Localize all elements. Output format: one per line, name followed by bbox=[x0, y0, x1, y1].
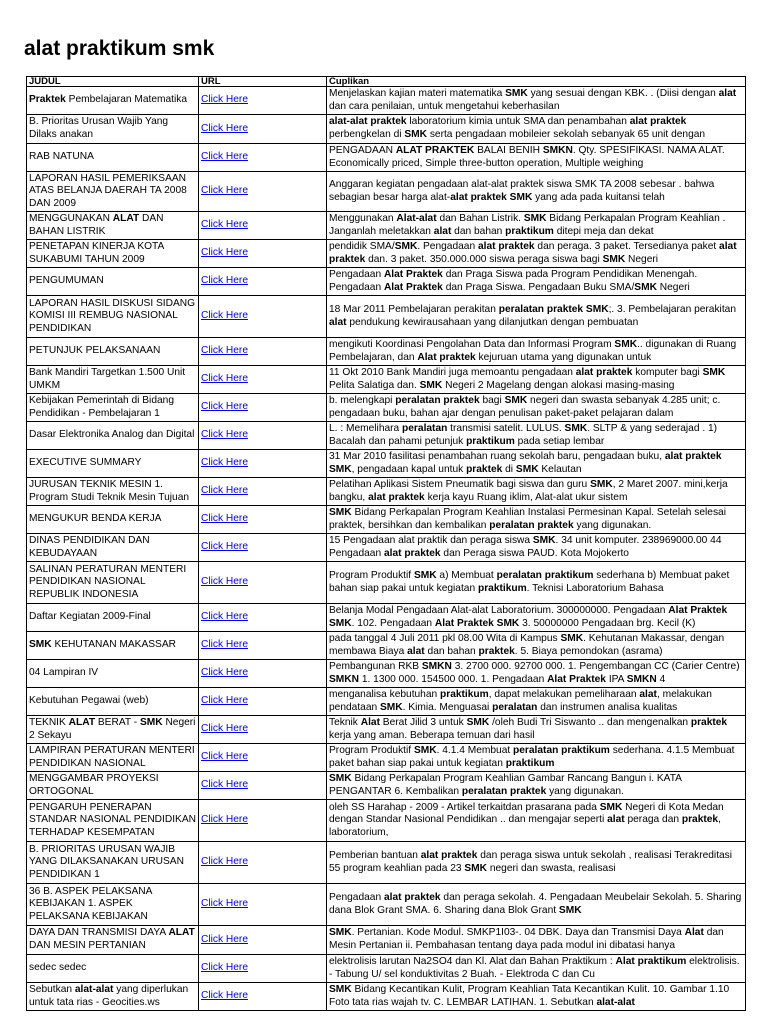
cell-cuplikan: 15 Pengadaan alat praktik dan peraga siswa SMK. 34 unit komputer. 238969000.00 44 Pengadaan alat praktek dan Peraga siswa PAUD. Kota Mojokerto bbox=[327, 534, 746, 562]
cell-cuplikan: b. melengkapi peralatan praktek bagi SMK negeri dan swasta sebanyak 4.285 unit; c. pengadaan buku, bahan ajar dengan penulisan paket-paket pelajaran dalam bbox=[327, 394, 746, 422]
cell-judul: MENGUKUR BENDA KERJA bbox=[27, 506, 199, 534]
cell-cuplikan: 31 Mar 2010 fasilitasi penambahan ruang sekolah baru, pengadaan buku, alat praktek SMK, pengadaan kapal untuk praktek di SMK Kelautan bbox=[327, 450, 746, 478]
cell-url bbox=[199, 338, 327, 366]
table-row bbox=[27, 478, 746, 506]
table-row bbox=[27, 884, 746, 926]
cell-url bbox=[199, 366, 327, 394]
click-here-link[interactable]: Click Here bbox=[201, 185, 248, 197]
cell-url bbox=[199, 604, 327, 632]
click-here-link[interactable]: Click Here bbox=[201, 151, 248, 163]
table-row bbox=[27, 366, 746, 394]
cell-judul: RAB NATUNA bbox=[27, 144, 199, 172]
cell-url bbox=[199, 884, 327, 926]
cell-cuplikan: Teknik Alat Berat Jilid 3 untuk SMK /oleh Budi Tri Siswanto .. dan mengenalkan praktek kerja yang aman. Beberapa temuan dari hasil bbox=[327, 716, 746, 744]
cell-url bbox=[199, 212, 327, 240]
table-row bbox=[27, 394, 746, 422]
table-row bbox=[27, 983, 746, 1011]
cell-cuplikan: mengikuti Koordinasi Pengolahan Data dan Informasi Program SMK.. digunakan di Ruang Pembelajaran, dan Alat praktek kejuruan utama yang digunakan untuk bbox=[327, 338, 746, 366]
click-here-link[interactable]: Click Here bbox=[201, 373, 248, 385]
cell-cuplikan: 18 Mar 2011 Pembelajaran perakitan peralatan praktek SMK;. 3. Pembelajaran perakitan alat pendukung kewirausahaan yang dilanjutkan dengan pembuatan bbox=[327, 296, 746, 338]
cell-cuplikan: pendidik SMA/SMK. Pengadaan alat praktek dan peraga. 3 paket. Tersedianya paket alat praktek dan. 3 paket. 350.000.000 siswa peraga siswa bagi SMK Negeri bbox=[327, 240, 746, 268]
click-here-link[interactable]: Click Here bbox=[201, 485, 248, 497]
cell-judul: EXECUTIVE SUMMARY bbox=[27, 450, 199, 478]
table-row bbox=[27, 115, 746, 144]
page-title: alat praktikum smk bbox=[24, 37, 215, 60]
click-here-link[interactable]: Click Here bbox=[201, 779, 248, 791]
cell-cuplikan: Menjelaskan kajian materi matematika SMK yang sesuai dengan KBK. . (Diisi dengan alat dan cara penilaian, untuk mengetahui keberhasilan bbox=[327, 87, 746, 115]
click-here-link[interactable]: Click Here bbox=[201, 513, 248, 525]
click-here-link[interactable]: Click Here bbox=[201, 310, 248, 322]
table-row bbox=[27, 716, 746, 744]
cell-url bbox=[199, 534, 327, 562]
click-here-link[interactable]: Click Here bbox=[201, 576, 248, 588]
cell-judul: PENGARUH PENERAPAN STANDAR NASIONAL PENDIDIKAN TERHADAP KESEMPATAN bbox=[27, 800, 199, 842]
cell-url bbox=[199, 144, 327, 172]
cell-cuplikan: Menggunakan Alat-alat dan Bahan Listrik. SMK Bidang Perkapalan Program Keahlian . Janganlah meletakkan alat dan bahan praktikum ditepi meja dan dekat bbox=[327, 212, 746, 240]
click-here-link[interactable]: Click Here bbox=[201, 856, 248, 868]
cell-cuplikan: L. : Memelihara peralatan transmisi satelit. LULUS. SMK. SLTP & yang sederajad . 1) Bacalah dan pahami petunjuk praktikum pada setiap lembar bbox=[327, 422, 746, 450]
click-here-link[interactable]: Click Here bbox=[201, 457, 248, 469]
results-table bbox=[26, 76, 746, 1011]
cell-judul: PENGUMUMAN bbox=[27, 268, 199, 296]
cell-url bbox=[199, 422, 327, 450]
table-row bbox=[27, 212, 746, 240]
cell-cuplikan: Pemberian bantuan alat praktek dan peraga siswa untuk sekolah , realisasi Terakreditasi 55 program keahlian pada 23 SMK negeri dan swasta, realisasi bbox=[327, 842, 746, 884]
cell-url bbox=[199, 926, 327, 955]
cell-judul: Kebutuhan Pegawai (web) bbox=[27, 688, 199, 716]
table-row bbox=[27, 772, 746, 800]
table-row bbox=[27, 632, 746, 660]
cell-url bbox=[199, 562, 327, 604]
cell-judul: MENGGUNAKAN ALAT DAN BAHAN LISTRIK bbox=[27, 212, 199, 240]
cell-judul: LAMPIRAN PERATURAN MENTERI PENDIDIKAN NASIONAL bbox=[27, 744, 199, 772]
table-row bbox=[27, 240, 746, 268]
click-here-link[interactable]: Click Here bbox=[201, 723, 248, 735]
header-judul: JUDUL bbox=[27, 77, 199, 87]
cell-url bbox=[199, 394, 327, 422]
cell-cuplikan: alat-alat praktek laboratorium kimia untuk SMA dan penambahan alat praktek perbengkelan di SMK serta pengadaan mobileier sekolah sebanyak 65 unit dengan bbox=[327, 115, 746, 144]
header-url: URL bbox=[199, 77, 327, 87]
cell-url bbox=[199, 800, 327, 842]
table-row bbox=[27, 450, 746, 478]
cell-cuplikan: 11 Okt 2010 Bank Mandiri juga memoantu pengadaan alat praktek komputer bagi SMK Pelita Salatiga dan. SMK Negeri 2 Magelang dengan alokasi masing-masing bbox=[327, 366, 746, 394]
table-row bbox=[27, 422, 746, 450]
click-here-link[interactable]: Click Here bbox=[201, 275, 248, 287]
cell-url bbox=[199, 240, 327, 268]
click-here-link[interactable]: Click Here bbox=[201, 667, 248, 679]
cell-judul: Praktek Pembelajaran Matematika bbox=[27, 87, 199, 115]
cell-url bbox=[199, 772, 327, 800]
table-row bbox=[27, 688, 746, 716]
cell-judul: Dasar Elektronika Analog dan Digital bbox=[27, 422, 199, 450]
cell-judul: LAPORAN HASIL DISKUSI SIDANG KOMISI III REMBUG NASIONAL PENDIDIKAN bbox=[27, 296, 199, 338]
click-here-link[interactable]: Click Here bbox=[201, 611, 248, 623]
table-row bbox=[27, 842, 746, 884]
click-here-link[interactable]: Click Here bbox=[201, 94, 248, 106]
table-row bbox=[27, 87, 746, 115]
table-row bbox=[27, 955, 746, 983]
cell-judul: LAPORAN HASIL PEMERIKSAAN ATAS BELANJA DAERAH TA 2008 DAN 2009 bbox=[27, 172, 199, 212]
table-row bbox=[27, 268, 746, 296]
cell-judul: DAYA DAN TRANSMISI DAYA ALAT DAN MESIN PERTANIAN bbox=[27, 926, 199, 955]
cell-url bbox=[199, 983, 327, 1011]
cell-judul: Daftar Kegiatan 2009-Final bbox=[27, 604, 199, 632]
cell-url bbox=[199, 744, 327, 772]
cell-cuplikan: Pengadaan alat praktek dan peraga sekolah. 4. Pengadaan Meubelair Sekolah. 5. Sharing dana Blok Grant SMA. 6. Sharing dana Blok Grant SMK bbox=[327, 884, 746, 926]
cell-judul: MENGGAMBAR PROYEKSI ORTOGONAL bbox=[27, 772, 199, 800]
cell-judul: Kebijakan Pemerintah di Bidang Pendidikan - Pembelajaran 1 bbox=[27, 394, 199, 422]
cell-judul: B. Prioritas Urusan Wajib Yang Dilaks anakan bbox=[27, 115, 199, 144]
table-row bbox=[27, 744, 746, 772]
cell-cuplikan: Belanja Modal Pengadaan Alat-alat Laboratorium. 300000000. Pengadaan Alat Praktek SMK. 102. Pengadaan Alat Praktek SMK 3. 50000000 Pengadaan brg. Kecil (K) bbox=[327, 604, 746, 632]
click-here-link[interactable]: Click Here bbox=[201, 751, 248, 763]
table-row bbox=[27, 800, 746, 842]
cell-url bbox=[199, 716, 327, 744]
cell-cuplikan: PENGADAAN ALAT PRAKTEK BALAI BENIH SMKN. Qty. SPESIFIKASI. NAMA ALAT. Economically priced, Simple three-button operation, Multiple weighing bbox=[327, 144, 746, 172]
click-here-link[interactable]: Click Here bbox=[201, 933, 248, 945]
cell-url bbox=[199, 842, 327, 884]
cell-judul: TEKNIK ALAT BERAT - SMK Negeri 2 Sekayu bbox=[27, 716, 199, 744]
click-here-link[interactable]: Click Here bbox=[201, 695, 248, 707]
table-body bbox=[27, 87, 746, 1011]
cell-judul: DINAS PENDIDIKAN DAN KEBUDAYAAN bbox=[27, 534, 199, 562]
table-row bbox=[27, 604, 746, 632]
cell-cuplikan: elektrolisis larutan Na2SO4 dan Kl. Alat dan Bahan Praktikum : Alat praktikum elektrolisis. - Tabung U/ sel konduktivitas 2 Buah. - Elektroda C dan Cu bbox=[327, 955, 746, 983]
cell-judul: Sebutkan alat-alat yang diperlukan untuk tata rias - Geocities.ws bbox=[27, 983, 199, 1011]
table-row bbox=[27, 338, 746, 366]
cell-url bbox=[199, 478, 327, 506]
cell-url bbox=[199, 955, 327, 983]
cell-url bbox=[199, 660, 327, 688]
table-row bbox=[27, 660, 746, 688]
cell-cuplikan: SMK Bidang Perkapalan Program Keahlian Instalasi Permesinan Kapal. Setelah selesai praktek, bersihkan dan kembalikan peralatan praktek yang digunakan. bbox=[327, 506, 746, 534]
cell-url bbox=[199, 115, 327, 144]
cell-url bbox=[199, 688, 327, 716]
table-row bbox=[27, 562, 746, 604]
click-here-link[interactable]: Click Here bbox=[201, 898, 248, 910]
click-here-link[interactable]: Click Here bbox=[201, 541, 248, 553]
cell-judul: 04 Lampiran IV bbox=[27, 660, 199, 688]
cell-judul: B. PRIORITAS URUSAN WAJIB YANG DILAKSANAKAN URUSAN PENDIDIKAN 1 bbox=[27, 842, 199, 884]
click-here-link[interactable]: Click Here bbox=[201, 247, 248, 259]
cell-judul: PETUNJUK PELAKSANAAN bbox=[27, 338, 199, 366]
cell-url bbox=[199, 296, 327, 338]
cell-cuplikan: Pembangunan RKB SMKN 3. 2700 000. 92700 000. 1. Pengembangan CC (Carier Centre) SMKN 1. 1300 000. 154500 000. 1. Pengadaan Alat Praktek IPA SMKN 4 bbox=[327, 660, 746, 688]
cell-url bbox=[199, 87, 327, 115]
cell-judul: sedec sedec bbox=[27, 955, 199, 983]
header-row bbox=[27, 77, 746, 87]
table-row bbox=[27, 296, 746, 338]
cell-cuplikan: Pengadaan Alat Praktek dan Praga Siswa pada Program Pendidikan Menengah. Pengadaan Alat Praktek dan Praga Siswa. Pengadaan Buku SMA/SMK Negeri bbox=[327, 268, 746, 296]
header-cuplikan: Cuplikan bbox=[327, 77, 746, 87]
cell-cuplikan: SMK. Pertanian. Kode Modul. SMKP1I03-. 04 DBK. Daya dan Transmisi Daya Alat dan Mesin Pertanian ii. Pembahasan tentang daya pada modul ini dibatasi hanya bbox=[327, 926, 746, 955]
table-row bbox=[27, 534, 746, 562]
cell-cuplikan: menganalisa kebutuhan praktikum, dapat melakukan pemeliharaan alat, melakukan pendataan SMK. Kimia. Menguasai peralatan dan instrumen analisa kualitas bbox=[327, 688, 746, 716]
cell-cuplikan: Pelatihan Aplikasi Sistem Pneumatik bagi siswa dan guru SMK, 2 Maret 2007. mini,kerja bangku, alat praktek kerja kayu Ruang iklim, Alat-alat ukur sistem bbox=[327, 478, 746, 506]
cell-url bbox=[199, 506, 327, 534]
cell-url bbox=[199, 172, 327, 212]
click-here-link[interactable]: Click Here bbox=[201, 219, 248, 231]
cell-cuplikan: pada tanggal 4 Juli 2011 pkl 08.00 Wita di Kampus SMK. Kehutanan Makassar, dengan membawa Biaya alat dan bahan praktek. 5. Biaya pemondokan (asrama) bbox=[327, 632, 746, 660]
cell-judul: PENETAPAN KINERJA KOTA SUKABUMI TAHUN 2009 bbox=[27, 240, 199, 268]
table-row bbox=[27, 926, 746, 955]
cell-cuplikan: Program Produktif SMK. 4.1.4 Membuat peralatan praktikum sederhana. 4.1.5 Membuat paket bahan siap pakai untuk kegiatan praktikum bbox=[327, 744, 746, 772]
cell-judul: SMK KEHUTANAN MAKASSAR bbox=[27, 632, 199, 660]
cell-judul: Bank Mandiri Targetkan 1.500 Unit UMKM bbox=[27, 366, 199, 394]
click-here-link[interactable]: Click Here bbox=[201, 814, 248, 826]
cell-url bbox=[199, 268, 327, 296]
cell-cuplikan: SMK Bidang Kecantikan Kulit, Program Keahlian Tata Kecantikan Kulit. 10. Gambar 1.10 Foto tata rias wajah tv. C. LEMBAR LATIHAN. 1. Sebutkan alat-alat bbox=[327, 983, 746, 1011]
table-header bbox=[27, 77, 746, 87]
table-row bbox=[27, 144, 746, 172]
cell-cuplikan: Program Produktif SMK a) Membuat peralatan praktikum sederhana b) Membuat paket bahan siap pakai untuk kegiatan praktikum. Teknisi Laboratorium Bahasa bbox=[327, 562, 746, 604]
click-here-link[interactable]: Click Here bbox=[201, 962, 248, 974]
table-row bbox=[27, 506, 746, 534]
cell-judul: JURUSAN TEKNIK MESIN 1. Program Studi Teknik Mesin Tujuan bbox=[27, 478, 199, 506]
table-row bbox=[27, 172, 746, 212]
click-here-link[interactable]: Click Here bbox=[201, 345, 248, 357]
cell-url bbox=[199, 450, 327, 478]
click-here-link[interactable]: Click Here bbox=[201, 429, 248, 441]
cell-judul: SALINAN PERATURAN MENTERI PENDIDIKAN NASIONAL REPUBLIK INDONESIA bbox=[27, 562, 199, 604]
click-here-link[interactable]: Click Here bbox=[201, 122, 248, 134]
cell-cuplikan: oleh SS Harahap - 2009 - Artikel terkaitdan prasarana pada SMK Negeri di Kota Medan dengan Standar Nasional Pendidikan .. dan mengajar seperti alat peraga dan praktek, laboratorium, bbox=[327, 800, 746, 842]
cell-cuplikan: Anggaran kegiatan pengadaan alat-alat praktek siswa SMK TA 2008 sebesar . bahwa sebagian besar harga alat-alat praktek SMK yang ada pada kuitansi telah bbox=[327, 172, 746, 212]
click-here-link[interactable]: Click Here bbox=[201, 639, 248, 651]
cell-judul: 36 B. ASPEK PELAKSANA KEBIJAKAN 1. ASPEK PELAKSANA KEBIJAKAN bbox=[27, 884, 199, 926]
cell-url bbox=[199, 632, 327, 660]
click-here-link[interactable]: Click Here bbox=[201, 401, 248, 413]
cell-cuplikan: SMK Bidang Perkapalan Program Keahlian Gambar Rancang Bangun i. KATA PENGANTAR 6. Kembalikan peralatan praktek yang digunakan. bbox=[327, 772, 746, 800]
click-here-link[interactable]: Click Here bbox=[201, 990, 248, 1002]
